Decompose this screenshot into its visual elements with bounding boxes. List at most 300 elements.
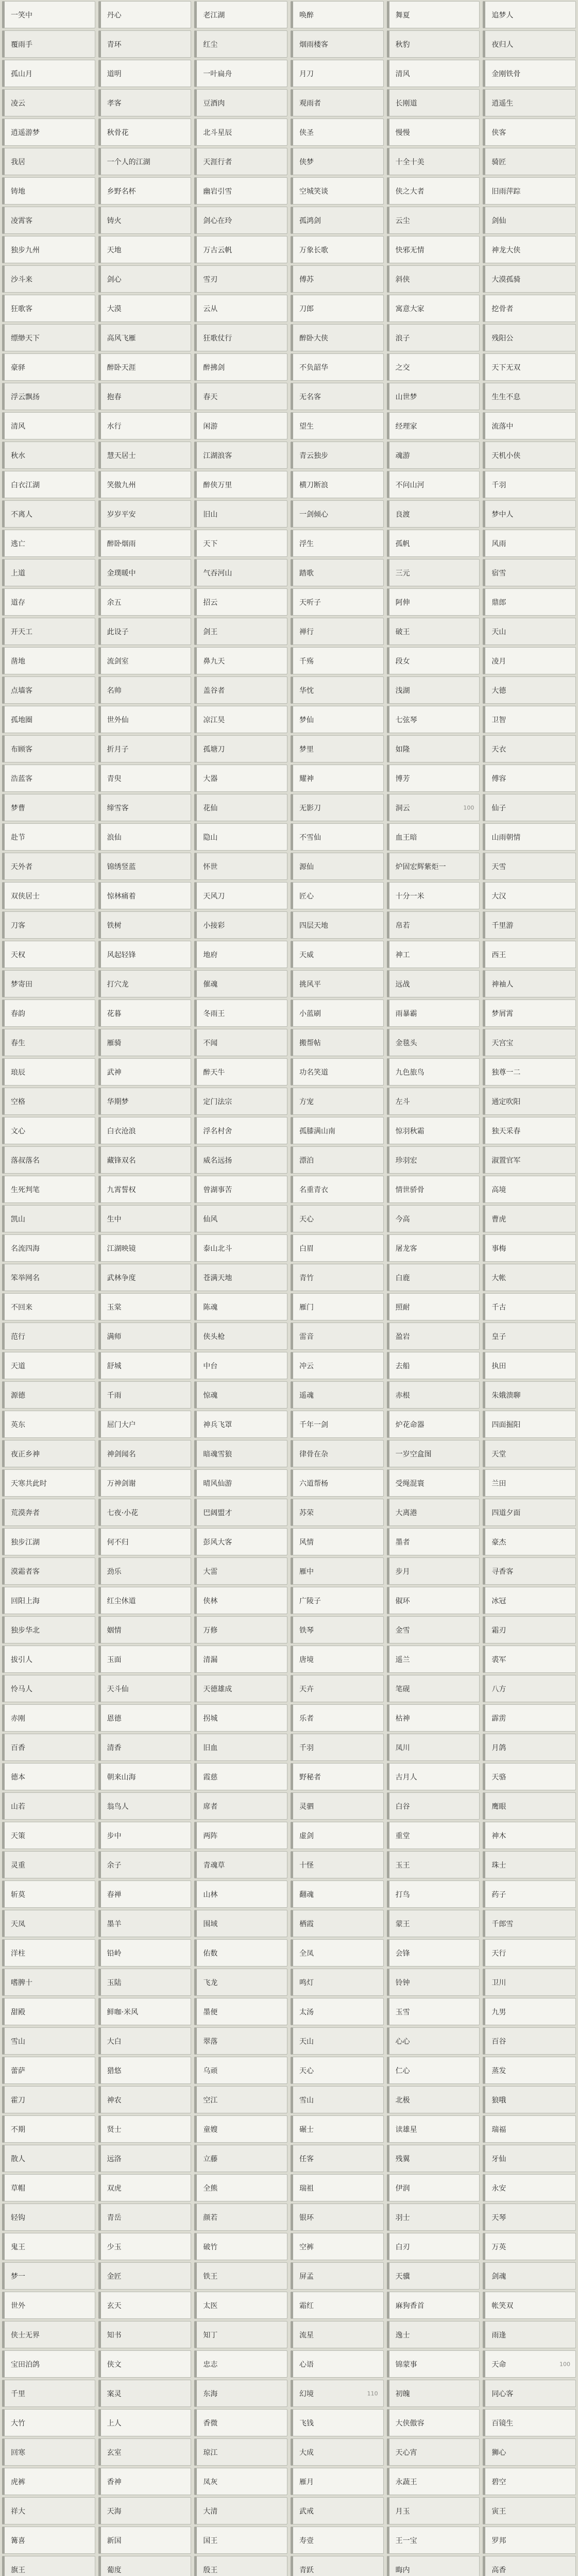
tag-item[interactable] xyxy=(194,2115,287,2143)
tag-item[interactable] xyxy=(2,2350,95,2378)
tag-item[interactable] xyxy=(483,1851,576,1878)
tag-item[interactable] xyxy=(194,2527,287,2554)
tag-item[interactable] xyxy=(387,647,480,674)
tag-item[interactable] xyxy=(2,1675,95,1702)
tag-item[interactable] xyxy=(2,941,95,968)
tag-item[interactable] xyxy=(483,794,576,821)
tag-item[interactable] xyxy=(291,1029,384,1056)
tag-item[interactable] xyxy=(483,89,576,116)
tag-item[interactable] xyxy=(387,794,480,821)
tag-item[interactable] xyxy=(291,1146,384,1174)
tag-item[interactable] xyxy=(483,853,576,880)
tag-item[interactable] xyxy=(2,1763,95,1790)
tag-item[interactable] xyxy=(387,1969,480,1996)
tag-item[interactable] xyxy=(98,2115,192,2143)
tag-item[interactable] xyxy=(98,1969,192,1996)
tag-item[interactable] xyxy=(194,1440,287,1467)
tag-item[interactable] xyxy=(194,1616,287,1643)
tag-item[interactable] xyxy=(387,765,480,792)
tag-item[interactable] xyxy=(194,1587,287,1614)
tag-item[interactable] xyxy=(483,383,576,410)
tag-item[interactable] xyxy=(291,324,384,351)
tag-item[interactable] xyxy=(387,1323,480,1350)
tag-item[interactable] xyxy=(2,1646,95,1673)
tag-item[interactable] xyxy=(387,853,480,880)
tag-item[interactable] xyxy=(387,1557,480,1585)
tag-item[interactable] xyxy=(194,2057,287,2084)
tag-item[interactable] xyxy=(194,1851,287,1878)
tag-item[interactable] xyxy=(483,823,576,851)
tag-item[interactable] xyxy=(98,559,192,586)
tag-item[interactable] xyxy=(98,442,192,469)
tag-item[interactable] xyxy=(291,1440,384,1467)
tag-item[interactable] xyxy=(483,1,576,28)
tag-item[interactable] xyxy=(194,2497,287,2524)
tag-item[interactable] xyxy=(194,2292,287,2319)
tag-item[interactable] xyxy=(387,1440,480,1467)
tag-item[interactable] xyxy=(291,2233,384,2260)
tag-item[interactable] xyxy=(2,89,95,116)
tag-item[interactable] xyxy=(387,412,480,439)
tag-item[interactable] xyxy=(2,442,95,469)
tag-item[interactable] xyxy=(98,1646,192,1673)
tag-item[interactable] xyxy=(98,2233,192,2260)
tag-item[interactable] xyxy=(98,1029,192,1056)
tag-item[interactable] xyxy=(194,1675,287,1702)
tag-item[interactable] xyxy=(291,1323,384,1350)
tag-item[interactable] xyxy=(291,471,384,498)
tag-item[interactable] xyxy=(194,177,287,205)
tag-item[interactable] xyxy=(98,765,192,792)
tag-item[interactable] xyxy=(387,1763,480,1790)
tag-item[interactable] xyxy=(483,148,576,175)
tag-item[interactable] xyxy=(483,2233,576,2260)
tag-item[interactable] xyxy=(483,2145,576,2172)
tag-item[interactable] xyxy=(98,1088,192,1115)
tag-item[interactable] xyxy=(98,118,192,146)
tag-item[interactable] xyxy=(98,735,192,762)
tag-item[interactable] xyxy=(2,647,95,674)
tag-item[interactable] xyxy=(483,2409,576,2436)
tag-item[interactable] xyxy=(387,1822,480,1849)
tag-item[interactable] xyxy=(194,1411,287,1438)
tag-item[interactable] xyxy=(98,89,192,116)
tag-item[interactable] xyxy=(98,1851,192,1878)
tag-item[interactable] xyxy=(98,500,192,528)
tag-item[interactable] xyxy=(291,1675,384,1702)
tag-item[interactable] xyxy=(194,1117,287,1144)
tag-item[interactable] xyxy=(98,2027,192,2055)
tag-item[interactable] xyxy=(291,442,384,469)
tag-item[interactable] xyxy=(194,1323,287,1350)
tag-item[interactable] xyxy=(194,1234,287,1262)
tag-item[interactable] xyxy=(483,765,576,792)
tag-item[interactable] xyxy=(387,1939,480,1967)
tag-item[interactable] xyxy=(98,60,192,87)
tag-item[interactable] xyxy=(291,1293,384,1320)
tag-item[interactable] xyxy=(194,1029,287,1056)
tag-item[interactable] xyxy=(194,882,287,909)
tag-item[interactable] xyxy=(98,1264,192,1291)
tag-item[interactable] xyxy=(483,1616,576,1643)
tag-item[interactable] xyxy=(291,2409,384,2436)
tag-item[interactable] xyxy=(483,911,576,939)
tag-item[interactable] xyxy=(194,324,287,351)
tag-item[interactable] xyxy=(2,353,95,381)
tag-item[interactable] xyxy=(98,1234,192,1262)
tag-item[interactable] xyxy=(98,1528,192,1555)
tag-item[interactable] xyxy=(2,970,95,997)
tag-item[interactable] xyxy=(387,735,480,762)
tag-item[interactable] xyxy=(387,941,480,968)
tag-item[interactable] xyxy=(2,1088,95,1115)
tag-item[interactable] xyxy=(2,1,95,28)
tag-item[interactable] xyxy=(387,500,480,528)
tag-item[interactable] xyxy=(98,2292,192,2319)
tag-item[interactable] xyxy=(387,207,480,234)
tag-item[interactable] xyxy=(98,676,192,704)
tag-item[interactable] xyxy=(291,1969,384,1996)
tag-item[interactable] xyxy=(194,1058,287,1086)
tag-item[interactable] xyxy=(483,1176,576,1203)
tag-item[interactable] xyxy=(2,1323,95,1350)
tag-item[interactable] xyxy=(291,1205,384,1232)
tag-item[interactable] xyxy=(291,735,384,762)
tag-item[interactable] xyxy=(291,823,384,851)
tag-item[interactable] xyxy=(2,530,95,557)
tag-item[interactable] xyxy=(194,118,287,146)
tag-item[interactable] xyxy=(194,2556,287,2576)
tag-item[interactable] xyxy=(483,2497,576,2524)
tag-item[interactable] xyxy=(98,2174,192,2201)
tag-item[interactable] xyxy=(387,1293,480,1320)
tag-item[interactable] xyxy=(387,2174,480,2201)
tag-item[interactable] xyxy=(291,647,384,674)
tag-item[interactable] xyxy=(387,2115,480,2143)
tag-item[interactable] xyxy=(2,383,95,410)
tag-item[interactable] xyxy=(483,353,576,381)
tag-item[interactable] xyxy=(483,1058,576,1086)
tag-item[interactable] xyxy=(387,1411,480,1438)
tag-item[interactable] xyxy=(483,1675,576,1702)
tag-item[interactable] xyxy=(387,1146,480,1174)
tag-item[interactable] xyxy=(194,1352,287,1379)
tag-item[interactable] xyxy=(291,2438,384,2466)
tag-item[interactable] xyxy=(291,530,384,557)
tag-item[interactable] xyxy=(98,1293,192,1320)
tag-item[interactable] xyxy=(387,911,480,939)
tag-item[interactable] xyxy=(98,1557,192,1585)
tag-item[interactable] xyxy=(2,1939,95,1967)
tag-item[interactable] xyxy=(2,1117,95,1144)
tag-item[interactable] xyxy=(2,1587,95,1614)
tag-item[interactable] xyxy=(194,207,287,234)
tag-item[interactable] xyxy=(194,383,287,410)
tag-item[interactable] xyxy=(194,1469,287,1497)
tag-item[interactable] xyxy=(194,1,287,28)
tag-item[interactable] xyxy=(483,2086,576,2113)
tag-item[interactable] xyxy=(98,148,192,175)
tag-item[interactable] xyxy=(2,2262,95,2290)
tag-item[interactable] xyxy=(483,1528,576,1555)
tag-item[interactable] xyxy=(98,383,192,410)
tag-item[interactable] xyxy=(483,471,576,498)
tag-item[interactable] xyxy=(291,412,384,439)
tag-item[interactable] xyxy=(291,618,384,645)
tag-item[interactable] xyxy=(194,2145,287,2172)
tag-item[interactable] xyxy=(483,941,576,968)
tag-item[interactable] xyxy=(2,177,95,205)
tag-item[interactable] xyxy=(98,1176,192,1203)
tag-item[interactable] xyxy=(387,1646,480,1673)
tag-item[interactable] xyxy=(194,2380,287,2407)
tag-item[interactable] xyxy=(2,1969,95,1996)
tag-item[interactable] xyxy=(2,324,95,351)
tag-item[interactable] xyxy=(483,236,576,263)
tag-item[interactable] xyxy=(2,2468,95,2495)
tag-item[interactable] xyxy=(483,30,576,58)
tag-item[interactable] xyxy=(2,1411,95,1438)
tag-item[interactable] xyxy=(194,412,287,439)
tag-item[interactable] xyxy=(2,2292,95,2319)
tag-item[interactable] xyxy=(291,295,384,322)
tag-item[interactable] xyxy=(483,2292,576,2319)
tag-item[interactable] xyxy=(387,2233,480,2260)
tag-item[interactable] xyxy=(387,530,480,557)
tag-item[interactable] xyxy=(98,207,192,234)
tag-item[interactable] xyxy=(291,1939,384,1967)
tag-item[interactable] xyxy=(194,1264,287,1291)
tag-item[interactable] xyxy=(483,1029,576,1056)
tag-item[interactable] xyxy=(483,2174,576,2201)
tag-item[interactable] xyxy=(291,89,384,116)
tag-item[interactable] xyxy=(2,2027,95,2055)
tag-item[interactable] xyxy=(2,1176,95,1203)
tag-item[interactable] xyxy=(291,1117,384,1144)
tag-item[interactable] xyxy=(98,1205,192,1232)
tag-item[interactable] xyxy=(2,1440,95,1467)
tag-item[interactable] xyxy=(387,970,480,997)
tag-item[interactable] xyxy=(194,2409,287,2436)
tag-item[interactable] xyxy=(291,1058,384,1086)
tag-item[interactable] xyxy=(387,618,480,645)
tag-item[interactable] xyxy=(194,471,287,498)
tag-item[interactable] xyxy=(2,412,95,439)
tag-item[interactable] xyxy=(2,618,95,645)
tag-item[interactable] xyxy=(291,2292,384,2319)
tag-item[interactable] xyxy=(194,1499,287,1526)
tag-item[interactable] xyxy=(291,236,384,263)
tag-item[interactable] xyxy=(2,471,95,498)
tag-item[interactable] xyxy=(2,2145,95,2172)
tag-item[interactable] xyxy=(194,794,287,821)
tag-item[interactable] xyxy=(194,735,287,762)
tag-item[interactable] xyxy=(98,2556,192,2576)
tag-item[interactable] xyxy=(194,2204,287,2231)
tag-item[interactable] xyxy=(2,882,95,909)
tag-item[interactable] xyxy=(194,295,287,322)
tag-item[interactable] xyxy=(194,1088,287,1115)
tag-item[interactable] xyxy=(291,765,384,792)
tag-item[interactable] xyxy=(291,1411,384,1438)
tag-item[interactable] xyxy=(2,588,95,616)
tag-item[interactable] xyxy=(98,1792,192,1820)
tag-item[interactable] xyxy=(387,1910,480,1937)
tag-item[interactable] xyxy=(387,177,480,205)
tag-item[interactable] xyxy=(98,999,192,1027)
tag-item[interactable] xyxy=(194,265,287,293)
tag-item[interactable] xyxy=(291,588,384,616)
tag-item[interactable] xyxy=(483,1939,576,1967)
tag-item[interactable] xyxy=(291,1763,384,1790)
tag-item[interactable] xyxy=(194,1822,287,1849)
tag-item[interactable] xyxy=(98,1910,192,1937)
tag-item[interactable] xyxy=(291,559,384,586)
tag-item[interactable] xyxy=(2,1528,95,1555)
tag-item[interactable] xyxy=(98,1352,192,1379)
tag-item[interactable] xyxy=(387,353,480,381)
tag-item[interactable] xyxy=(387,706,480,733)
tag-item[interactable] xyxy=(387,1088,480,1115)
tag-item[interactable] xyxy=(387,1029,480,1056)
tag-item[interactable] xyxy=(98,471,192,498)
tag-item[interactable] xyxy=(194,1910,287,1937)
tag-item[interactable] xyxy=(98,30,192,58)
tag-item[interactable] xyxy=(98,1323,192,1350)
tag-item[interactable] xyxy=(98,882,192,909)
tag-item[interactable] xyxy=(387,882,480,909)
tag-item[interactable] xyxy=(194,1939,287,1967)
tag-item[interactable] xyxy=(291,2115,384,2143)
tag-item[interactable] xyxy=(194,618,287,645)
tag-item[interactable] xyxy=(98,853,192,880)
tag-item[interactable] xyxy=(194,500,287,528)
tag-item[interactable] xyxy=(98,1763,192,1790)
tag-item[interactable] xyxy=(194,911,287,939)
tag-item[interactable] xyxy=(483,676,576,704)
tag-item[interactable] xyxy=(483,2468,576,2495)
tag-item[interactable] xyxy=(98,1440,192,1467)
tag-item[interactable] xyxy=(483,1205,576,1232)
tag-item[interactable] xyxy=(291,1792,384,1820)
tag-item[interactable] xyxy=(194,2262,287,2290)
tag-item[interactable] xyxy=(2,207,95,234)
tag-item[interactable] xyxy=(2,853,95,880)
tag-item[interactable] xyxy=(387,1381,480,1409)
tag-item[interactable] xyxy=(2,265,95,293)
tag-item[interactable] xyxy=(483,1323,576,1350)
tag-item[interactable] xyxy=(291,1646,384,1673)
tag-item[interactable] xyxy=(291,882,384,909)
tag-item[interactable] xyxy=(387,1499,480,1526)
tag-item[interactable] xyxy=(98,647,192,674)
tag-item[interactable] xyxy=(98,1880,192,1908)
tag-item[interactable] xyxy=(291,853,384,880)
tag-item[interactable] xyxy=(483,530,576,557)
tag-item[interactable] xyxy=(2,559,95,586)
tag-item[interactable] xyxy=(98,2086,192,2113)
tag-item[interactable] xyxy=(387,1205,480,1232)
tag-item[interactable] xyxy=(291,30,384,58)
tag-item[interactable] xyxy=(483,118,576,146)
tag-item[interactable] xyxy=(483,1587,576,1614)
tag-item[interactable] xyxy=(291,207,384,234)
tag-item[interactable] xyxy=(483,412,576,439)
tag-item[interactable] xyxy=(2,1851,95,1878)
tag-item[interactable] xyxy=(483,588,576,616)
tag-item[interactable] xyxy=(98,1939,192,1967)
tag-item[interactable] xyxy=(98,236,192,263)
tag-item[interactable] xyxy=(194,2350,287,2378)
tag-item[interactable] xyxy=(387,2292,480,2319)
tag-item[interactable] xyxy=(483,559,576,586)
tag-item[interactable] xyxy=(483,2438,576,2466)
tag-item[interactable] xyxy=(194,588,287,616)
tag-item[interactable] xyxy=(483,295,576,322)
tag-item[interactable] xyxy=(194,2233,287,2260)
tag-item[interactable] xyxy=(483,1146,576,1174)
tag-item[interactable] xyxy=(194,60,287,87)
tag-item[interactable] xyxy=(483,2027,576,2055)
tag-item[interactable] xyxy=(98,1998,192,2025)
tag-item[interactable] xyxy=(483,1704,576,1732)
tag-item[interactable] xyxy=(387,30,480,58)
tag-item[interactable] xyxy=(194,530,287,557)
tag-item[interactable] xyxy=(387,2145,480,2172)
tag-item[interactable] xyxy=(2,706,95,733)
tag-item[interactable] xyxy=(483,265,576,293)
tag-item[interactable] xyxy=(98,1822,192,1849)
tag-item[interactable] xyxy=(483,2321,576,2348)
tag-item[interactable] xyxy=(291,941,384,968)
tag-item[interactable] xyxy=(483,1234,576,1262)
tag-item[interactable] xyxy=(387,1234,480,1262)
tag-item[interactable] xyxy=(291,1499,384,1526)
tag-item[interactable] xyxy=(483,2350,576,2378)
tag-item[interactable] xyxy=(387,1616,480,1643)
tag-item[interactable] xyxy=(194,1792,287,1820)
tag-item[interactable] xyxy=(483,1763,576,1790)
tag-item[interactable] xyxy=(291,1557,384,1585)
tag-item[interactable] xyxy=(291,383,384,410)
tag-item[interactable] xyxy=(98,295,192,322)
tag-item[interactable] xyxy=(483,1792,576,1820)
tag-item[interactable] xyxy=(194,853,287,880)
tag-item[interactable] xyxy=(291,265,384,293)
tag-item[interactable] xyxy=(291,1234,384,1262)
tag-item[interactable] xyxy=(194,706,287,733)
tag-item[interactable] xyxy=(194,1734,287,1761)
tag-item[interactable] xyxy=(483,324,576,351)
tag-item[interactable] xyxy=(2,1264,95,1291)
tag-item[interactable] xyxy=(387,2438,480,2466)
tag-item[interactable] xyxy=(2,1557,95,1585)
tag-item[interactable] xyxy=(194,1969,287,1996)
tag-item[interactable] xyxy=(291,970,384,997)
tag-item[interactable] xyxy=(483,1088,576,1115)
tag-item[interactable] xyxy=(2,1792,95,1820)
tag-item[interactable] xyxy=(98,1058,192,1086)
tag-item[interactable] xyxy=(291,794,384,821)
tag-item[interactable] xyxy=(291,1381,384,1409)
tag-item[interactable] xyxy=(483,1411,576,1438)
tag-item[interactable] xyxy=(98,1734,192,1761)
tag-item[interactable] xyxy=(483,706,576,733)
tag-item[interactable] xyxy=(2,794,95,821)
tag-item[interactable] xyxy=(387,324,480,351)
tag-item[interactable] xyxy=(291,1998,384,2025)
tag-item[interactable] xyxy=(483,1352,576,1379)
